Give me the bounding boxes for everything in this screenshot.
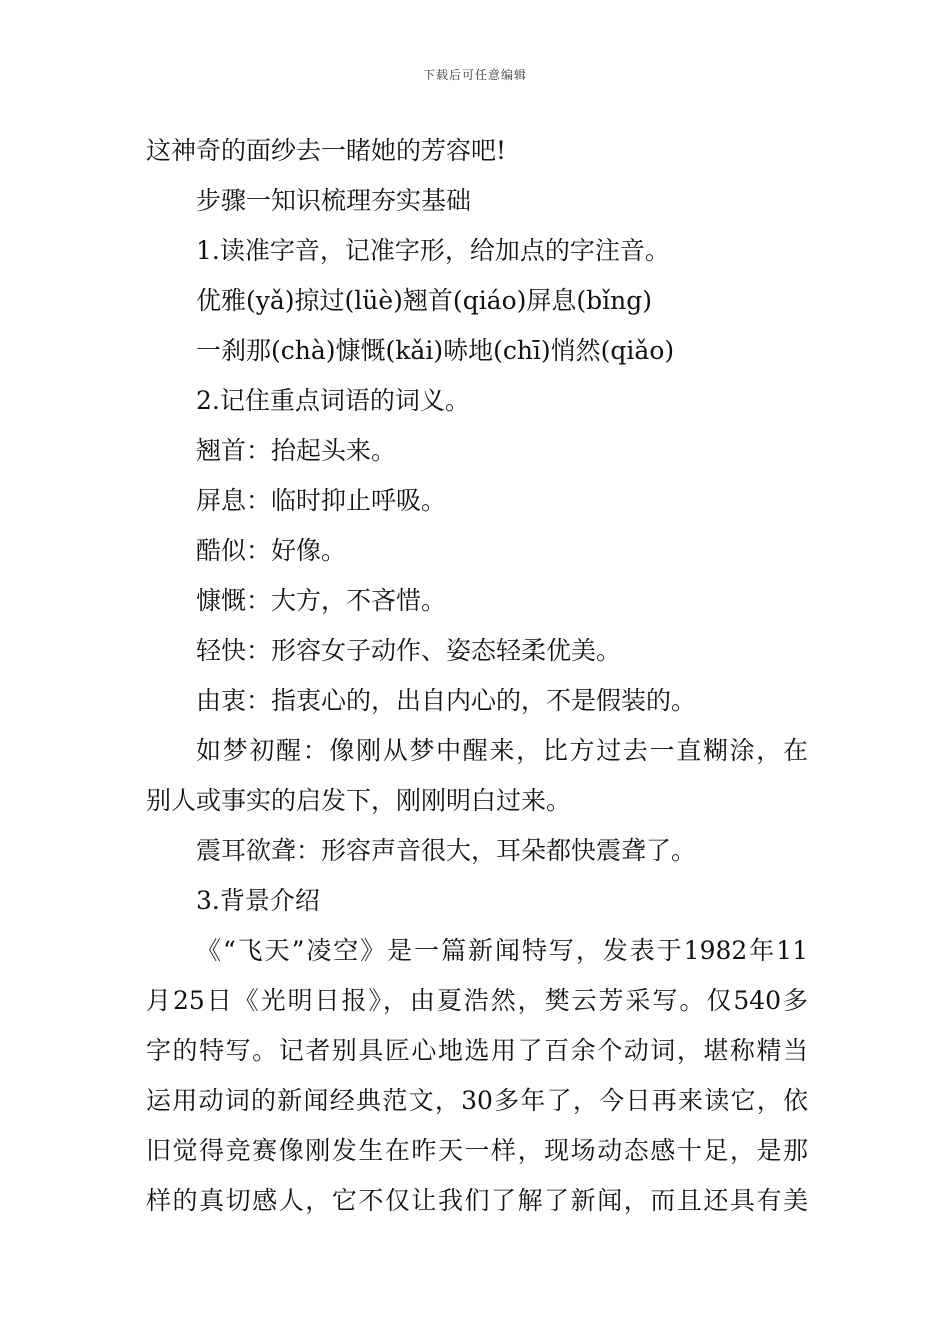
section-heading: 步骤一知识梳理夯实基础 — [196, 186, 472, 215]
definition-line: 如梦初醒：像刚从梦中醒来，比方过去一直糊涂，在 — [196, 736, 808, 765]
paragraph-line: 《“飞天”凌空》是一篇新闻特写，发表于1982年11 — [196, 936, 808, 965]
paragraph-line: 运用动词的新闻经典范文，30多年了，今日再来读它，依 — [146, 1086, 808, 1115]
paragraph-line: 旧觉得竞赛像刚发生在昨天一样，现场动态感十足，是那 — [146, 1136, 808, 1165]
pinyin-line: 优雅(yǎ)掠过(lüè)翘首(qiáo)屏息(bǐng) — [196, 286, 653, 315]
page-header: 下载后可任意编辑 — [422, 68, 527, 82]
paragraph-line: 月25日《光明日报》，由夏浩然，樊云芳采写。仅540多 — [146, 986, 808, 1015]
definition-line: 震耳欲聋：形容声音很大，耳朵都快震聋了。 — [196, 836, 697, 865]
definition-line: 酷似：好像。 — [196, 536, 347, 565]
pinyin-line: 一刹那(chà)慷慨(kǎi)哧地(chī)悄然(qiǎo) — [196, 336, 675, 365]
document-body — [146, 126, 808, 1226]
definition-line: 慷慨：大方，不吝惜。 — [196, 586, 447, 615]
paragraph-line: 字的特写。记者别具匠心地选用了百余个动词，堪称精当 — [146, 1036, 808, 1065]
definition-line-continued: 别人或事实的启发下，刚刚明白过来。 — [146, 786, 572, 815]
text-line: 这神奇的面纱去一睹她的芳容吧! — [146, 136, 507, 165]
definition-line: 屏息：临时抑止呼吸。 — [196, 486, 447, 515]
definition-line: 轻快：形容女子动作、姿态轻柔优美。 — [196, 636, 622, 665]
subheading: 3.背景介绍 — [196, 886, 320, 915]
subheading: 2.记住重点词语的词义。 — [196, 386, 470, 415]
definition-line: 由衷：指衷心的，出自内心的，不是假装的。 — [196, 686, 697, 715]
definition-line: 翘首：抬起头来。 — [196, 436, 397, 465]
paragraph-line: 样的真切感人，它不仅让我们了解了新闻，而且还具有美 — [146, 1186, 808, 1215]
subheading: 1.读准字音，记准字形，给加点的字注音。 — [196, 236, 670, 265]
